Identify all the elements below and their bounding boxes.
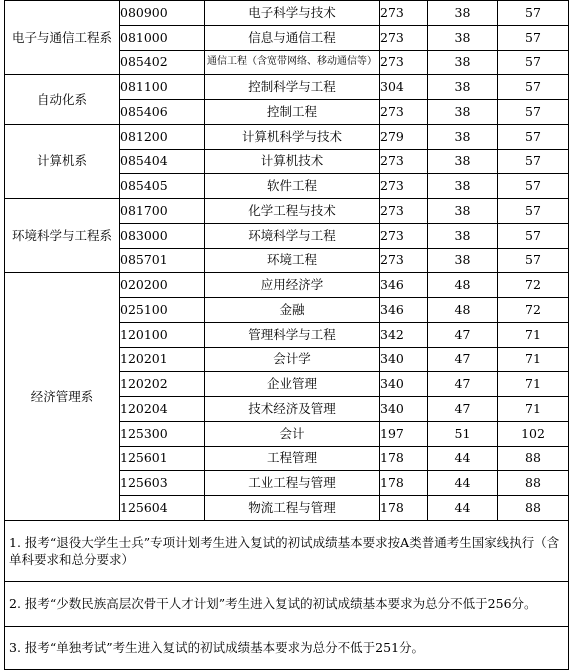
multi-subject-score-cell: 57 <box>498 100 569 125</box>
major-name-cell: 应用经济学 <box>205 273 380 298</box>
single-subject-score-cell: 44 <box>428 446 498 471</box>
total-score-cell: 346 <box>380 298 428 323</box>
major-code-cell: 081200 <box>120 124 205 149</box>
major-code-cell: 081100 <box>120 75 205 100</box>
major-name-cell: 信息与通信工程 <box>205 25 380 50</box>
major-name-cell: 环境科学与工程 <box>205 223 380 248</box>
department-cell: 电子与通信工程系 <box>5 1 120 75</box>
multi-subject-score-cell: 57 <box>498 149 569 174</box>
major-name-cell: 技术经济及管理 <box>205 397 380 422</box>
major-code-cell: 020200 <box>120 273 205 298</box>
major-code-cell: 085402 <box>120 50 205 75</box>
department-cell: 环境科学与工程系 <box>5 199 120 273</box>
single-subject-score-cell: 47 <box>428 322 498 347</box>
major-code-cell: 025100 <box>120 298 205 323</box>
total-score-cell: 178 <box>380 471 428 496</box>
table-row <box>5 1 569 26</box>
single-subject-score-cell: 38 <box>428 199 498 224</box>
total-score-cell: 340 <box>380 372 428 397</box>
note-text: 3. 报考“单独考试”考生进入复试的初试成绩基本要求为总分不低于251分。 <box>5 626 569 669</box>
major-name-cell: 会计学 <box>205 347 380 372</box>
department-cell: 计算机系 <box>5 124 120 198</box>
multi-subject-score-cell: 57 <box>498 50 569 75</box>
multi-subject-score-cell: 57 <box>498 248 569 273</box>
major-code-cell: 125601 <box>120 446 205 471</box>
total-score-cell: 279 <box>380 124 428 149</box>
total-score-cell: 273 <box>380 25 428 50</box>
single-subject-score-cell: 51 <box>428 421 498 446</box>
note-row <box>5 581 569 626</box>
single-subject-score-cell: 48 <box>428 298 498 323</box>
total-score-cell: 346 <box>380 273 428 298</box>
single-subject-score-cell: 47 <box>428 397 498 422</box>
score-table <box>4 0 569 670</box>
major-name-cell: 会计 <box>205 421 380 446</box>
major-name-cell: 企业管理 <box>205 372 380 397</box>
multi-subject-score-cell: 88 <box>498 446 569 471</box>
note-row <box>5 626 569 669</box>
multi-subject-score-cell: 71 <box>498 322 569 347</box>
major-code-cell: 081700 <box>120 199 205 224</box>
multi-subject-score-cell: 57 <box>498 199 569 224</box>
note-text: 2. 报考“少数民族高层次骨干人才计划”考生进入复试的初试成绩基本要求为总分不低于256分。 <box>5 581 569 626</box>
major-name-cell: 化学工程与技术 <box>205 199 380 224</box>
table-row <box>5 124 569 149</box>
major-code-cell: 120100 <box>120 322 205 347</box>
department-cell: 自动化系 <box>5 75 120 125</box>
total-score-cell: 340 <box>380 397 428 422</box>
major-name-cell: 物流工程与管理 <box>205 496 380 521</box>
multi-subject-score-cell: 102 <box>498 421 569 446</box>
major-name-cell: 计算机科学与技术 <box>205 124 380 149</box>
total-score-cell: 273 <box>380 50 428 75</box>
major-name-cell: 电子科学与技术 <box>205 1 380 26</box>
total-score-cell: 178 <box>380 496 428 521</box>
single-subject-score-cell: 48 <box>428 273 498 298</box>
total-score-cell: 340 <box>380 347 428 372</box>
total-score-cell: 178 <box>380 446 428 471</box>
multi-subject-score-cell: 57 <box>498 75 569 100</box>
total-score-cell: 273 <box>380 149 428 174</box>
major-name-cell: 控制工程 <box>205 100 380 125</box>
total-score-cell: 273 <box>380 199 428 224</box>
table-body <box>5 1 569 670</box>
single-subject-score-cell: 38 <box>428 100 498 125</box>
major-code-cell: 125300 <box>120 421 205 446</box>
single-subject-score-cell: 38 <box>428 75 498 100</box>
major-code-cell: 085701 <box>120 248 205 273</box>
single-subject-score-cell: 47 <box>428 347 498 372</box>
single-subject-score-cell: 38 <box>428 50 498 75</box>
major-name-cell: 控制科学与工程 <box>205 75 380 100</box>
total-score-cell: 273 <box>380 223 428 248</box>
total-score-cell: 197 <box>380 421 428 446</box>
multi-subject-score-cell: 71 <box>498 397 569 422</box>
multi-subject-score-cell: 71 <box>498 372 569 397</box>
single-subject-score-cell: 38 <box>428 174 498 199</box>
single-subject-score-cell: 47 <box>428 372 498 397</box>
multi-subject-score-cell: 57 <box>498 223 569 248</box>
note-row <box>5 520 569 581</box>
major-code-cell: 085404 <box>120 149 205 174</box>
major-code-cell: 081000 <box>120 25 205 50</box>
table-row <box>5 273 569 298</box>
single-subject-score-cell: 38 <box>428 124 498 149</box>
multi-subject-score-cell: 72 <box>498 298 569 323</box>
multi-subject-score-cell: 57 <box>498 124 569 149</box>
major-code-cell: 120204 <box>120 397 205 422</box>
major-code-cell: 120201 <box>120 347 205 372</box>
single-subject-score-cell: 44 <box>428 471 498 496</box>
total-score-cell: 273 <box>380 1 428 26</box>
total-score-cell: 273 <box>380 100 428 125</box>
multi-subject-score-cell: 57 <box>498 174 569 199</box>
single-subject-score-cell: 38 <box>428 223 498 248</box>
table-row <box>5 75 569 100</box>
major-name-cell: 管理科学与工程 <box>205 322 380 347</box>
multi-subject-score-cell: 72 <box>498 273 569 298</box>
major-name-cell: 环境工程 <box>205 248 380 273</box>
total-score-cell: 273 <box>380 248 428 273</box>
major-name-cell: 工业工程与管理 <box>205 471 380 496</box>
multi-subject-score-cell: 71 <box>498 347 569 372</box>
major-name-cell: 计算机技术 <box>205 149 380 174</box>
major-name-cell: 金融 <box>205 298 380 323</box>
multi-subject-score-cell: 88 <box>498 496 569 521</box>
total-score-cell: 273 <box>380 174 428 199</box>
multi-subject-score-cell: 57 <box>498 25 569 50</box>
multi-subject-score-cell: 57 <box>498 1 569 26</box>
single-subject-score-cell: 38 <box>428 25 498 50</box>
single-subject-score-cell: 38 <box>428 248 498 273</box>
total-score-cell: 304 <box>380 75 428 100</box>
single-subject-score-cell: 38 <box>428 149 498 174</box>
note-text: 1. 报考“退役大学生士兵”专项计划考生进入复试的初试成绩基本要求按A类普通考生国家线执行（含单科要求和总分要求） <box>5 520 569 581</box>
major-name-cell: 通信工程（含宽带网络、移动通信等） <box>205 50 380 75</box>
multi-subject-score-cell: 88 <box>498 471 569 496</box>
major-code-cell: 083000 <box>120 223 205 248</box>
major-name-cell: 工程管理 <box>205 446 380 471</box>
department-cell: 经济管理系 <box>5 273 120 521</box>
table-row <box>5 199 569 224</box>
single-subject-score-cell: 44 <box>428 496 498 521</box>
major-code-cell: 125603 <box>120 471 205 496</box>
major-code-cell: 085406 <box>120 100 205 125</box>
single-subject-score-cell: 38 <box>428 1 498 26</box>
major-code-cell: 085405 <box>120 174 205 199</box>
major-name-cell: 软件工程 <box>205 174 380 199</box>
major-code-cell: 080900 <box>120 1 205 26</box>
major-code-cell: 125604 <box>120 496 205 521</box>
total-score-cell: 342 <box>380 322 428 347</box>
major-code-cell: 120202 <box>120 372 205 397</box>
